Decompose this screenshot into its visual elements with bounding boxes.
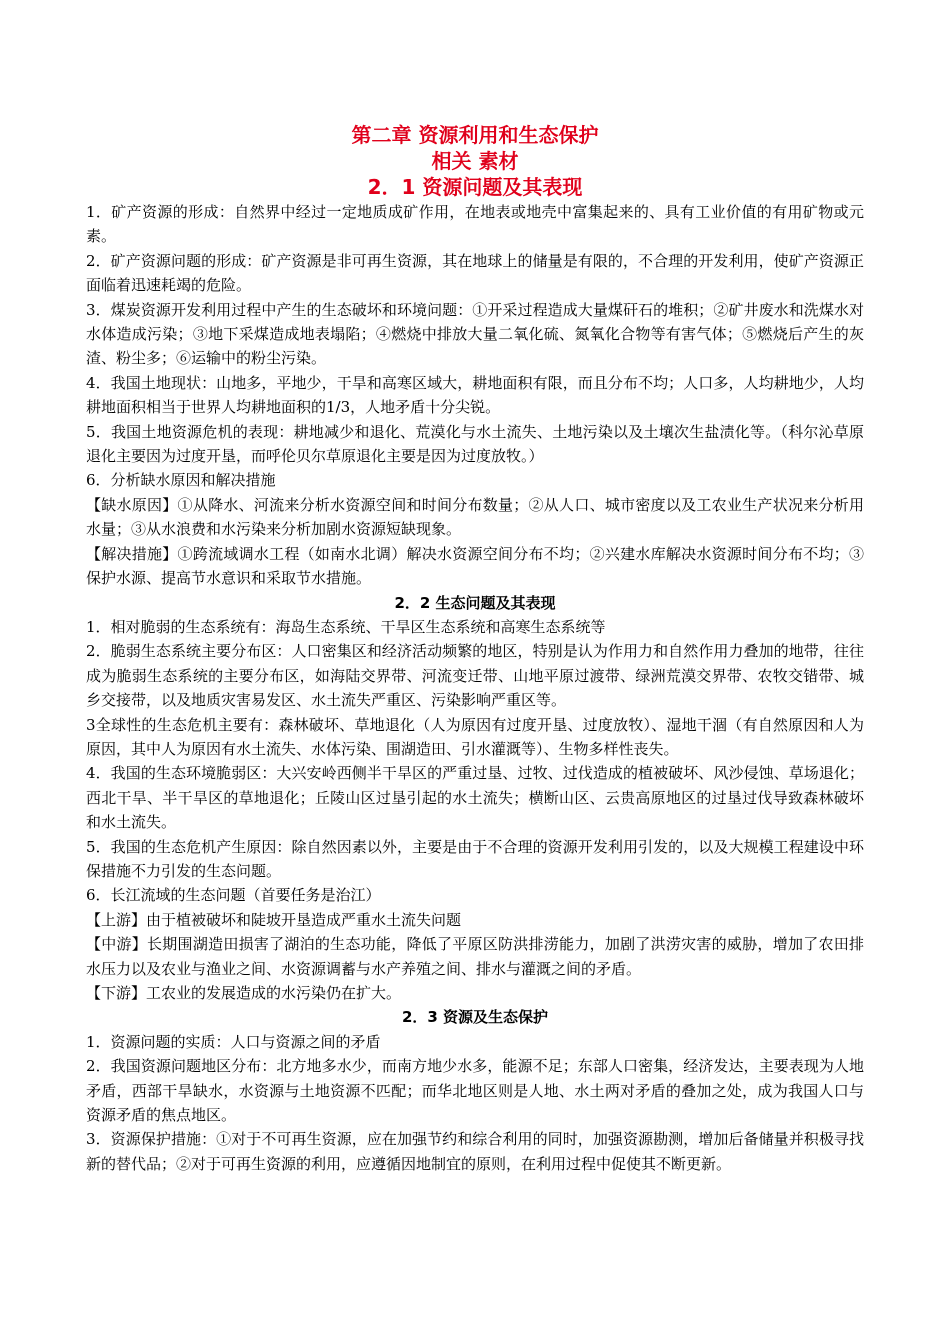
paragraph: 2．我国资源问题地区分布：北方地多水少，而南方地少水多，能源不足；东部人口密集，经济发达，主要表现为人地矛盾，西部干旱缺水，水资源与土地资源不匹配；而华北地区则是人地、水土两对矛盾的叠加之处，成为我国人口与资源矛盾的焦点地区。 [86,1057,864,1125]
section-title-2-2: 2．2 生态问题及其表现 [394,593,556,612]
paragraph: 【解决措施】①跨流域调水工程（如南水北调）解决水资源空间分布不均；②兴建水库解决水资源时间分布不均；③保护水源、提高节水意识和采取节水措施。 [86,544,864,588]
paragraph: 3．资源保护措施：①对于不可再生资源，应在加强节约和综合利用的同时，加强资源勘测，增加后备储量并积极寻找新的替代品；②对于可再生资源的利用，应遵循因地制宜的原则，在利用过程中促使其不断更新。 [86,1130,864,1173]
paragraph: 【下游】工农业的发展造成的水污染仍在扩大。 [86,984,402,1002]
paragraph: 1．矿产资源的形成：自然界中经过一定地质成矿作用，在地表或地壳中富集起来的、具有工业价值的有用矿物或元素。 [86,203,864,246]
section-title-2-1: 2．1 资源问题及其表现 [367,175,583,199]
paragraph: 5．我国土地资源危机的表现：耕地减少和退化、荒漠化与水土流失、土地污染以及土壤次生盐渍化等。（科尔沁草原退化主要因为过度开垦，而呼伦贝尔草原退化主要是因为过度放牧。） [86,422,864,466]
paragraph: 2．脆弱生态系统主要分布区：人口密集区和经济活动频繁的地区，特别是认为作用力和自然作用力叠加的地带，往往成为脆弱生态系统的主要分布区，如海陆交界带、河流变迁带、山地平原过渡带、绿洲荒漠交界带、农牧交错带、城乡交接带，以及地质灾害易发区、水土流失严重区、污染影响严重区等。 [86,642,864,710]
paragraph: 6．分析缺水原因和解决措施 [86,471,276,490]
paragraph: 【上游】由于植被破坏和陡坡开垦造成严重水土流失问题 [86,910,462,929]
paragraph: 1．相对脆弱的生态系统有：海岛生态系统、干旱区生态系统和高寒生态系统等 [86,617,606,636]
paragraph: 【中游】长期围湖造田损害了湖泊的生态功能，降低了平原区防洪排涝能力，加剧了洪涝灾害的威胁，增加了农田排水压力以及农业与渔业之间、水资源调蓄与水产养殖之间、排水与灌溉之间的矛盾。 [86,935,864,978]
paragraph: 5．我国的生态危机产生原因：除自然因素以外，主要是由于不合理的资源开发利用引发的，以及大规模工程建设中环保措施不力引发的生态问题。 [86,837,864,880]
paragraph: 4．我国的生态环境脆弱区：大兴安岭西侧半干旱区的严重过垦、过牧、过伐造成的植被破坏、风沙侵蚀、草场退化；西北干旱、半干旱区的草地退化；丘陵山区过垦引起的水土流失；横断山区、云贵高原地区的过垦过伐导致森林破坏和水土流失。 [86,764,864,832]
subtitle: 相关 素材 [431,149,519,173]
section-title-2-3: 2．3 资源及生态保护 [401,1008,549,1027]
paragraph: 1．资源问题的实质：人口与资源之间的矛盾 [86,1032,381,1051]
paragraph: 2．矿产资源问题的形成：矿产资源是非可再生资源，其在地球上的储量是有限的，不合理的开发利用，使矿产资源正面临着迅速耗竭的危险。 [86,251,864,295]
paragraph: 6．长江流域的生态问题（首要任务是治江） [86,886,381,905]
paragraph: 3．煤炭资源开发利用过程中产生的生态破坏和环境问题：①开采过程造成大量煤矸石的堆积；②矿井废水和洗煤水对水体造成污染；③地下采煤造成地表塌陷；④燃烧中排放大量二氧化硫、氮氧化合物等有害气体；⑤燃烧后产生的灰渣、粉尘多；⑥运输中的粉尘污染。 [86,300,864,368]
chapter-title: 第二章 资源利用和生态保护 [351,123,599,147]
document-body [86,200,864,1176]
document-header [0,122,950,200]
paragraph: 4．我国土地现状：山地多，平地少，干旱和高寒区域大，耕地面积有限，而且分布不均；人口多，人均耕地少，人均耕地面积相当于世界人均耕地面积的1/3，人地矛盾十分尖锐。 [86,373,864,417]
paragraph: 【缺水原因】①从降水、河流来分析水资源空间和时间分布数量；②从人口、城市密度以及工农业生产状况来分析用水量；③从水浪费和水污染来分析加剧水资源短缺现象。 [86,495,864,539]
paragraph: 3全球性的生态危机主要有：森林破坏、草地退化（人为原因有过度开垦、过度放牧）、湿地干涸（有自然原因和人为原因，其中人为原因有水土流失、水体污染、围湖造田、引水灌溉等）、生物多样性丧失。 [86,715,864,758]
